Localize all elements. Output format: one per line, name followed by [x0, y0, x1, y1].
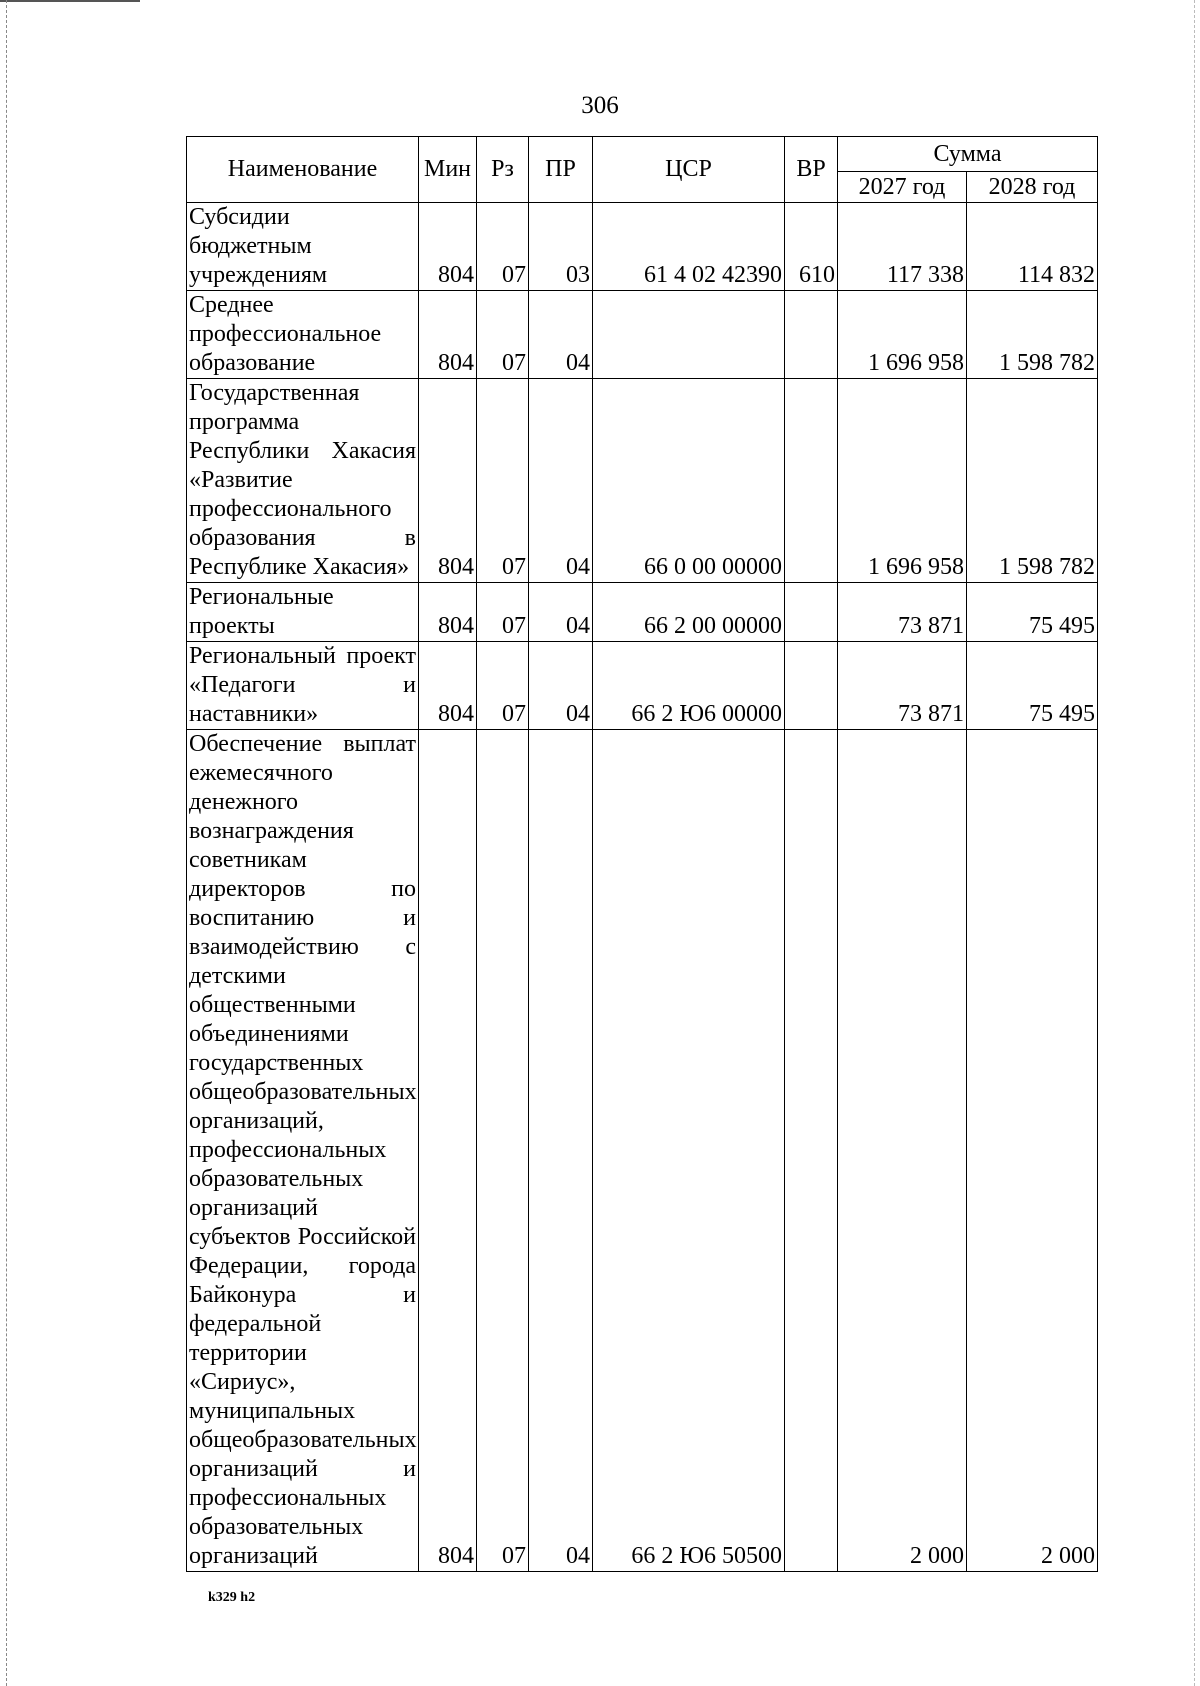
row-sum-2027: 117 338 — [838, 203, 967, 291]
row-rz: 07 — [477, 583, 529, 642]
header-name: Наименование — [187, 137, 419, 203]
row-vr — [785, 642, 838, 730]
row-csr — [593, 291, 785, 379]
header-sum: Сумма — [838, 137, 1098, 172]
row-min: 804 — [419, 291, 477, 379]
row-name: Субсидии бюджетным учреждениям — [187, 203, 419, 291]
row-csr: 66 2 00 00000 — [593, 583, 785, 642]
row-sum-2028: 1 598 782 — [967, 291, 1098, 379]
header-year-2028: 2028 год — [967, 172, 1098, 203]
row-min: 804 — [419, 379, 477, 583]
row-min: 804 — [419, 203, 477, 291]
header-rz: Рз — [477, 137, 529, 203]
row-sum-2027: 1 696 958 — [838, 291, 967, 379]
row-rz: 07 — [477, 642, 529, 730]
header-year-2027: 2027 год — [838, 172, 967, 203]
row-csr: 61 4 02 42390 — [593, 203, 785, 291]
row-min: 804 — [419, 730, 477, 1572]
row-name: Обеспечение выплат ежемесячного денежного вознаграждения советникам директоров по воспитанию и взаимодействию с детскими общественными объединениями государственных общеобразовательных организаций, профессиональных образовательных организаций субъектов Российской Федерации, города Байконура и федеральной территории «Сириус», муниципальных общеобразовательных организаций и профессиональных образовательных организаций — [187, 730, 419, 1572]
row-rz: 07 — [477, 379, 529, 583]
row-sum-2027: 73 871 — [838, 642, 967, 730]
budget-table — [186, 136, 1098, 1572]
row-pr: 04 — [529, 730, 593, 1572]
row-sum-2027: 1 696 958 — [838, 379, 967, 583]
row-name: Региональный проект «Педагоги и наставники» — [187, 642, 419, 730]
row-csr: 66 2 Ю6 00000 — [593, 642, 785, 730]
row-rz: 07 — [477, 291, 529, 379]
row-sum-2027: 2 000 — [838, 730, 967, 1572]
row-sum-2028: 2 000 — [967, 730, 1098, 1572]
row-pr: 04 — [529, 642, 593, 730]
row-pr: 04 — [529, 583, 593, 642]
header-min: Мин — [419, 137, 477, 203]
scan-edge-right — [1194, 0, 1196, 1686]
row-pr: 04 — [529, 291, 593, 379]
row-vr — [785, 379, 838, 583]
row-rz: 07 — [477, 203, 529, 291]
row-vr — [785, 583, 838, 642]
row-name: Государственная программа Республики Хакасия «Развитие профессионального образования в Республике Хакасия» — [187, 379, 419, 583]
document-code: k329 h2 — [208, 1590, 256, 1605]
page-number: 306 — [581, 92, 619, 119]
row-min: 804 — [419, 642, 477, 730]
row-sum-2028: 114 832 — [967, 203, 1098, 291]
table-row — [187, 583, 1098, 642]
header-csr: ЦСР — [593, 137, 785, 203]
row-csr: 66 2 Ю6 50500 — [593, 730, 785, 1572]
table-row — [187, 203, 1098, 291]
table-row — [187, 379, 1098, 583]
table-row — [187, 291, 1098, 379]
header-row — [187, 137, 1098, 172]
row-min: 804 — [419, 583, 477, 642]
row-vr — [785, 291, 838, 379]
scan-edge-left — [6, 0, 8, 1686]
row-sum-2027: 73 871 — [838, 583, 967, 642]
row-csr: 66 0 00 00000 — [593, 379, 785, 583]
row-name: Среднее профессиональное образование — [187, 291, 419, 379]
row-pr: 03 — [529, 203, 593, 291]
row-name: Региональные проекты — [187, 583, 419, 642]
row-vr: 610 — [785, 203, 838, 291]
row-sum-2028: 1 598 782 — [967, 379, 1098, 583]
row-sum-2028: 75 495 — [967, 583, 1098, 642]
row-sum-2028: 75 495 — [967, 642, 1098, 730]
table-row — [187, 642, 1098, 730]
header-vr: ВР — [785, 137, 838, 203]
row-vr — [785, 730, 838, 1572]
header-pr: ПР — [529, 137, 593, 203]
scan-edge-top — [0, 0, 140, 2]
row-rz: 07 — [477, 730, 529, 1572]
row-pr: 04 — [529, 379, 593, 583]
table-row — [187, 730, 1098, 1572]
